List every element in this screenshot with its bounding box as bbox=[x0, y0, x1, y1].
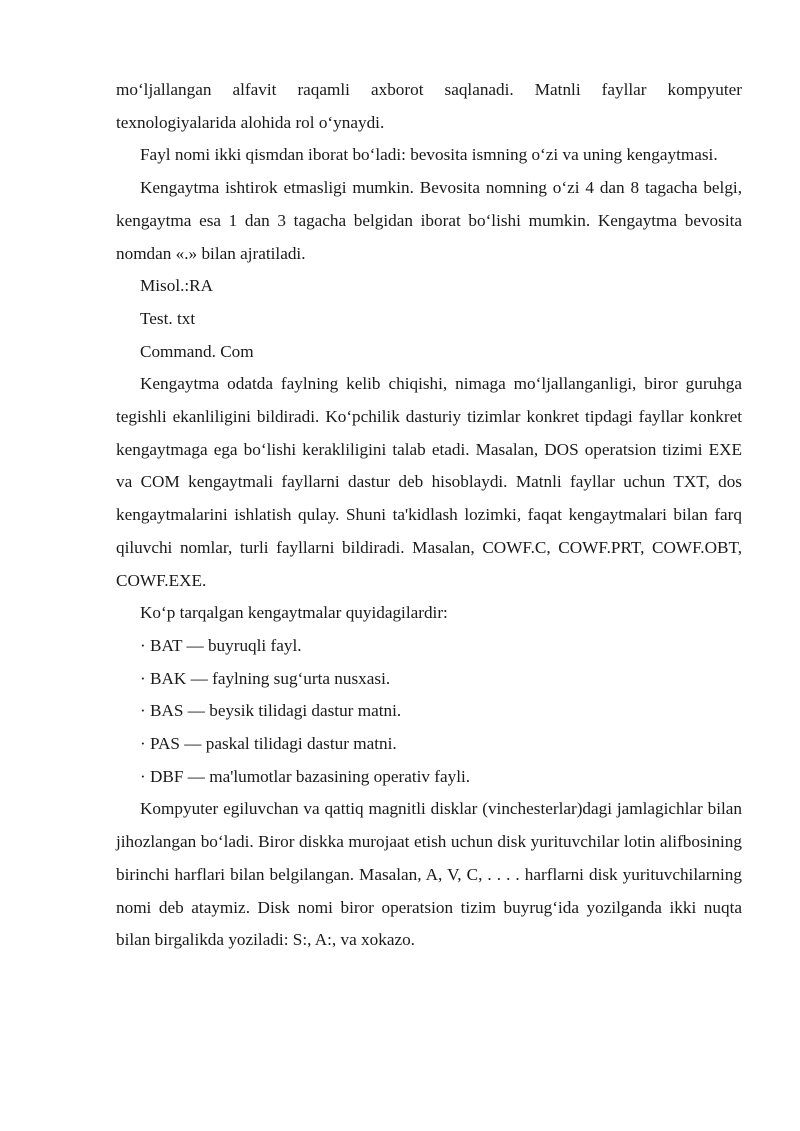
paragraph-extension-rules: Kengaytma ishtirok etmasligi mumkin. Bevosita nomning o‘zi 4 dan 8 tagacha belgi, kengaytma esa 1 dan 3 tagacha belgidan iborat bo‘lishi mumkin. Kengaytma bevosita nomdan «.» bilan ajratiladi. bbox=[116, 178, 742, 263]
example-label: Misol.:RA bbox=[140, 276, 214, 296]
list-item-bas: · BAS — beysik tilidagi dastur matni. bbox=[140, 701, 402, 721]
example-test-txt: Test. txt bbox=[140, 308, 196, 328]
list-item-bat: · BAT — buyruqli fayl. bbox=[140, 635, 302, 655]
paragraph-extension-meaning: Kengaytma odatda faylning kelib chiqishi, nimaga mo‘ljallanganligi, biror guruhga tegishli ekanliligini bildiradi. Ko‘pchilik dasturiy tizimlar konkret tipdagi fayllar konkret kengaytmaga ega bo‘lishi kerakliligini talab etadi. Masalan, DOS operatsion tizimi EXE va COM kengaytmali fayllarni dastur deb hisoblaydi. Matnli fayllar uchun TXT, dos kengaytmalarini ishlatish qulay. Shuni ta'kidlash lozimki, faqat kengaytmalari bilan farq qiluvchi nomlar, turli fayllarni bildiradi. Masalan, COWF.C, COWF.PRT, COWF.OBT, COWF.EXE. bbox=[116, 374, 742, 590]
paragraph-disk-drives: Kompyuter egiluvchan va qattiq magnitli disklar (vinchesterlar)dagi jamlagichlar bilan jihozlangan bo‘ladi. Biror diskka murojaat etish uchun disk yurituvchilar lotin alifbosining birinchi harflari bilan belgilangan. Masalan, A, V, C, . . . . harflarni disk yurituvchilarning nomi deb ataymiz. Disk nomi biror operatsion tizim buyrug‘ida yozilganda ikki nuqta bilan birgalikda yoziladi: S:, A:, va xokazo. bbox=[116, 799, 742, 950]
list-item-dbf: · DBF — ma'lumotlar bazasining operativ fayli. bbox=[140, 766, 471, 786]
paragraph-common-extensions-heading: Ko‘p tarqalgan kengaytmalar quyidagilardir: bbox=[140, 603, 448, 623]
list-item-pas: · PAS — paskal tilidagi dastur matni. bbox=[140, 734, 397, 754]
example-command-com: Command. Com bbox=[140, 341, 254, 361]
paragraph-continuation: mo‘ljallangan alfavit raqamli axborot saqlanadi. Matnli fayllar kompyuter texnologiyalarida alohida rol o‘ynaydi. bbox=[116, 80, 742, 132]
list-item-bak: · BAK — faylning sug‘urta nusxasi. bbox=[140, 668, 391, 688]
document-page bbox=[116, 74, 742, 957]
paragraph-file-name-parts: Fayl nomi ikki qismdan iborat bo‘ladi: bevosita ismning o‘zi va uning kengaytmasi. bbox=[140, 145, 718, 165]
